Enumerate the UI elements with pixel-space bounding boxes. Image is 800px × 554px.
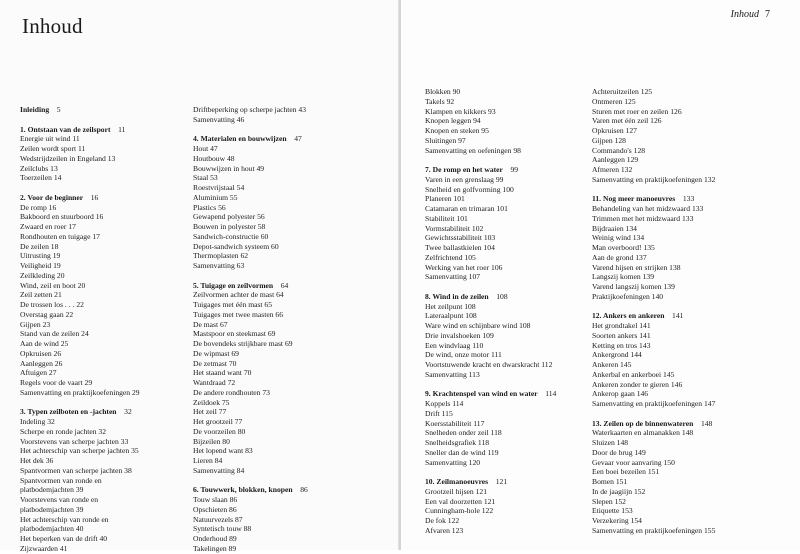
toc-entry: Sluitingen 97	[425, 135, 466, 145]
toc-entry: Voorstevens van ronde en	[20, 495, 99, 504]
toc-entry: platbodemjachten 40	[20, 524, 84, 534]
toc-heading-title: 4. Materialen en bouwwijzen	[193, 134, 287, 144]
toc-entry: Zeilvormen achter de mast 64	[193, 290, 284, 300]
toc-heading-page: 86	[300, 485, 308, 495]
toc-entry: Natuurvezels 87	[193, 514, 243, 524]
toc-entry: Wedstrijdzeilen in Engeland 13	[20, 153, 116, 163]
toc-entry: Langszij komen 139	[592, 272, 655, 282]
toc-entry: Catamaran en trimaran 101	[425, 204, 508, 213]
toc-entry: Samenvatting en praktijkoefeningen 29	[20, 387, 140, 397]
toc-entry: Hout 47	[193, 144, 218, 153]
toc-entry: Samenvatting en praktijkoefeningen 155	[592, 525, 716, 535]
toc-entry: Lieren 84	[193, 456, 223, 465]
toc-entry: Werking van het roer 106	[425, 262, 503, 272]
toc-entry: Snelheidsgrafiek 118	[425, 438, 490, 447]
left-page	[0, 0, 400, 553]
toc-entry: Thermoplasten 62	[193, 251, 249, 261]
toc-section-heading	[20, 125, 198, 135]
toc-section	[592, 87, 782, 185]
toc-section	[592, 311, 782, 409]
toc-section	[193, 485, 373, 553]
toc-entry: Het zeil 77	[193, 407, 227, 417]
toc-entry: Knopen leggen 94	[425, 116, 481, 126]
toc-entry: Praktijkoefeningen 140	[592, 291, 664, 301]
toc-entry: De mast 67	[193, 319, 228, 329]
toc-entry: Drift 115	[425, 408, 453, 418]
toc-heading-title: 13. Zeilen op de binnenwateren	[592, 418, 694, 428]
toc-section-heading	[20, 193, 198, 203]
toc-entry: Spantvormen van ronde en	[20, 475, 102, 485]
toc-entry: Ankergrond 144	[592, 350, 642, 360]
toc-section	[425, 477, 607, 536]
toc-entry: In de jaagiijn 152	[592, 486, 646, 496]
toc-entry: Ankerop gaan 146	[592, 389, 649, 399]
running-head	[731, 9, 770, 20]
toc-entry: Varend langszij komen 139	[592, 282, 675, 291]
toc-section	[425, 87, 607, 155]
toc-entry: Mastspoor en steekmast 69	[193, 329, 276, 339]
toc-entry: De voorzeilen 80	[193, 426, 246, 436]
toc-entry: Slepen 152	[592, 496, 626, 506]
toc-entry: Het lopend want 83	[193, 446, 253, 456]
toc-entry: Ware wind en schijnbare wind 108	[425, 321, 531, 330]
toc-entry: Gewichtsstabiliteit 103	[425, 233, 496, 243]
toc-entry: Staal 53	[193, 173, 218, 183]
toc-entry: Aanleggen 129	[592, 155, 639, 165]
toc-entry: Varen in een grenslaag 99	[425, 174, 504, 184]
toc-entry: Zwaard en roer 17	[20, 222, 76, 231]
toc-section	[193, 105, 373, 125]
toc-entry: Varend hijsen en strijken 138	[592, 262, 681, 272]
toc-entry: Opkruisen 26	[20, 348, 62, 358]
toc-entry: Houtbouw 48	[193, 153, 235, 163]
toc-entry: Samenvatting en oefeningen 98	[425, 145, 521, 155]
toc-entry: Gijpen 128	[592, 135, 626, 145]
toc-entry: Koppels 114	[425, 399, 464, 408]
toc-entry: Ankeren 145	[592, 360, 632, 369]
toc-entry: De romp 16	[20, 202, 57, 212]
toc-entry: Afvaren 123	[425, 525, 464, 535]
toc-entry: Waterkaarten en almanakken 148	[592, 428, 694, 438]
toc-heading-title: 2. Voor de beginner	[20, 192, 84, 202]
running-head-title: Inhoud	[730, 9, 759, 20]
toc-entry: platbodemjachten 39	[20, 504, 84, 514]
toc-entry: Zeildoek 75	[193, 397, 230, 407]
toc-entry: Rondhouten en tuigage 17	[20, 231, 100, 241]
toc-entry: De wipmast 69	[193, 348, 239, 358]
toc-entry: Bouwen in polyester 58	[193, 222, 266, 231]
toc-entry: Klampen en kikkers 93	[425, 106, 496, 116]
toc-column-3	[425, 87, 607, 536]
toc-entry: Commando's 128	[592, 145, 646, 155]
toc-entry: Soorten ankers 141	[592, 330, 651, 340]
toc-entry: Aan de wind 25	[20, 339, 69, 348]
toc-section-heading	[193, 485, 373, 495]
toc-section	[425, 292, 607, 380]
toc-entry: Gijpen 23	[20, 319, 51, 329]
toc-entry: Samenvatting en praktijkoefeningen 132	[592, 174, 716, 184]
toc-heading-title: 5. Tuigage en zeilvormen	[193, 280, 274, 290]
toc-heading-page: 108	[496, 291, 508, 301]
toc-section	[20, 407, 198, 553]
toc-entry: Twee ballastkielen 104	[425, 243, 495, 252]
toc-entry: Touw slaan 86	[193, 495, 238, 504]
toc-entry: Voortstuwende kracht en dwarskracht 112	[425, 360, 553, 369]
toc-entry: Man overboord! 135	[592, 243, 655, 252]
toc-section	[20, 193, 198, 398]
toc-heading-page: 148	[700, 418, 713, 428]
toc-entry: Tuigages met één mast 65	[193, 300, 273, 309]
toc-entry: De fok 122	[425, 516, 460, 525]
toc-entry: Het achterschip van scherpe jachten 35	[20, 446, 139, 456]
toc-heading-title: 8. Wind in de zeilen	[425, 291, 489, 301]
toc-entry: Uitrusting 19	[20, 251, 61, 261]
toc-entry: Gewapend polyester 56	[193, 212, 265, 222]
toc-entry: Een val doorzetten 121	[425, 496, 496, 506]
toc-section	[20, 125, 198, 184]
toc-entry: Energie uit wind 11	[20, 134, 80, 144]
toc-entry: Afmeren 132	[592, 165, 633, 174]
toc-entry: Samenvatting en praktijkoefeningen 147	[592, 399, 716, 408]
toc-entry: Zeilkleding 20	[20, 270, 65, 280]
toc-entry: Takelingen 89	[193, 543, 237, 553]
toc-entry: Het beperken van de drift 40	[20, 534, 108, 543]
toc-heading-page: 99	[510, 165, 519, 174]
toc-section-heading	[193, 134, 373, 144]
toc-entry: Zijzwaarden 41	[20, 543, 68, 553]
toc-entry: Een windvlaag 110	[425, 340, 484, 350]
toc-entry: Ankerbal en ankerboei 145	[592, 369, 675, 379]
toc-section	[193, 134, 373, 271]
toc-entry: Ontmeren 125	[592, 96, 636, 106]
toc-entry: Opschieten 86	[193, 504, 237, 514]
toc-column-1	[20, 105, 198, 554]
toc-entry: Onderhoud 89	[193, 534, 237, 543]
page-title: Inhoud	[22, 14, 83, 38]
toc-entry: De wind, onze motor 111	[425, 350, 502, 360]
toc-heading-title: 9. Krachtenspel van wind en water	[425, 389, 538, 399]
toc-section-heading	[425, 389, 607, 399]
toc-column-2	[193, 105, 373, 554]
toc-entry: Bijdraaien 134	[592, 223, 637, 233]
toc-entry: Ankeren zonder te gieren 146	[592, 379, 683, 389]
toc-entry: Weinig wind 134	[592, 233, 645, 243]
toc-heading-page: 121	[495, 477, 508, 486]
toc-entry: Bijzeilen 80	[193, 436, 230, 446]
toc-heading-title: 6. Touwwerk, blokken, knopen	[193, 485, 293, 495]
toc-entry: Veiligheid 19	[20, 261, 61, 270]
toc-entry: Het dek 36	[20, 456, 54, 465]
toc-entry: Stabiliteit 101	[425, 213, 468, 223]
toc-entry: Driftbeperking op scherpe jachten 43	[193, 105, 307, 114]
toc-entry: De zetmast 70	[193, 358, 237, 368]
toc-column-4	[592, 87, 782, 536]
toc-entry: Plastics 56	[193, 202, 226, 212]
toc-entry: Samenvatting 113	[425, 369, 480, 379]
toc-entry: Het achterschip van ronde en	[20, 514, 109, 524]
toc-section-heading	[193, 281, 373, 291]
toc-section-heading	[592, 194, 782, 204]
page-number: 7	[765, 9, 770, 20]
toc-entry: Overstag gaan 22	[20, 309, 74, 319]
toc-entry: Achteruitzeilen 125	[592, 87, 653, 96]
toc-entry: Zeilen wordt sport 11	[20, 144, 86, 153]
toc-heading-page: 5	[56, 105, 61, 114]
toc-entry: Aanleggen 26	[20, 358, 63, 368]
toc-heading-page: 133	[682, 194, 695, 204]
toc-entry: Grootzeil hijsen 121	[425, 486, 488, 496]
toc-entry: Verzekering 154	[592, 516, 642, 525]
toc-entry: Samenvatting 107	[425, 272, 481, 282]
toc-entry: Planeren 101	[425, 194, 465, 204]
toc-entry: Knopen en steken 95	[425, 126, 489, 135]
toc-entry: Samenvatting 84	[193, 465, 245, 475]
toc-entry: De bovendeks strijkbare mast 69	[193, 339, 293, 348]
toc-entry: Lateraalpunt 108	[425, 311, 477, 321]
toc-entry: Regels voor de vaart 29	[20, 378, 93, 387]
toc-heading-page: 114	[545, 389, 557, 399]
toc-section-heading	[592, 419, 782, 429]
toc-entry: Bouwwijzen in hout 49	[193, 163, 265, 173]
toc-entry: Opkruisen 127	[592, 126, 637, 135]
toc-entry: Drie invalshoeken 109	[425, 330, 494, 340]
toc-entry: Bomen 151	[592, 477, 628, 486]
toc-entry: Wind, zeil en boot 20	[20, 280, 86, 290]
toc-entry: Sandwich-constructie 60	[193, 231, 269, 241]
toc-entry: Aan de grond 137	[592, 252, 647, 262]
toc-heading-page: 64	[280, 280, 289, 290]
toc-section	[20, 105, 198, 115]
toc-section-heading	[20, 105, 198, 115]
toc-entry: Voorstevens van scherpe jachten 33	[20, 436, 129, 446]
toc-heading-page: 16	[90, 192, 99, 202]
toc-entry: De andere rondhouten 73	[193, 387, 270, 397]
toc-entry: Vormstabiliteit 102	[425, 223, 484, 233]
toc-entry: Het staand want 70	[193, 368, 252, 378]
toc-heading-title: 11. Nog meer manoeuvres	[592, 194, 676, 204]
toc-heading-page: 32	[124, 407, 132, 417]
toc-entry: Zeil zetten 21	[20, 290, 62, 300]
toc-entry: De trossen los . . . 22	[20, 300, 84, 309]
toc-entry: Sluizen 148	[592, 438, 629, 447]
toc-entry: Stand van de zeilen 24	[20, 329, 89, 339]
toc-heading-title: Inleiding	[20, 105, 50, 114]
toc-entry: Samenvatting 63	[193, 261, 245, 270]
toc-entry: Een boei bezeilen 151	[592, 467, 660, 477]
toc-entry: Blokken 90	[425, 87, 461, 96]
toc-entry: Trimmen met het midzwaard 133	[592, 213, 694, 223]
toc-entry: Samenvatting 46	[193, 114, 245, 124]
toc-entry: Koersstabiliteit 117	[425, 418, 485, 428]
toc-entry: Het grootzeil 77	[193, 417, 243, 426]
toc-entry: Toerzeilen 14	[20, 173, 62, 183]
toc-heading-title: 3. Typen zeilboten en -jachten	[20, 407, 117, 417]
toc-entry: Zelfrichtend 105	[425, 252, 476, 262]
toc-heading-title: 1. Ontstaan van de zeilsport	[20, 124, 111, 134]
toc-entry: Scherpe en ronde jachten 32	[20, 426, 107, 436]
toc-entry: Takels 92	[425, 96, 455, 106]
toc-entry: Gevaar voor aanvaring 150	[592, 457, 675, 467]
toc-entry: Bakboord en stuurboord 16	[20, 212, 104, 222]
toc-entry: Het zeilpunt 108	[425, 301, 476, 311]
toc-section-heading	[425, 165, 607, 175]
toc-entry: Aluminium 55	[193, 192, 238, 202]
toc-entry: Wantdraad 72	[193, 378, 236, 387]
toc-section-heading	[425, 292, 607, 302]
toc-entry: Samenvatting 120	[425, 457, 481, 467]
toc-entry: Indeling 32	[20, 417, 55, 426]
toc-entry: Zeilclubs 13	[20, 163, 58, 173]
toc-entry: Syntetisch touw 88	[193, 524, 252, 534]
toc-section-heading	[20, 407, 198, 417]
toc-entry: Tuigages met twee masten 66	[193, 309, 283, 319]
toc-heading-title: 12. Ankers en ankeren	[592, 311, 665, 321]
toc-entry: Depot-sandwich systeem 60	[193, 241, 279, 251]
toc-entry: De zeilen 18	[20, 241, 59, 251]
toc-entry: Roestvrijstaal 54	[193, 183, 245, 192]
toc-section	[425, 165, 607, 282]
toc-section	[193, 281, 373, 476]
toc-heading-title: 10. Zeilmanoeuvres	[425, 477, 489, 486]
toc-entry: Sneller dan de wind 119	[425, 447, 499, 457]
toc-heading-page: 47	[294, 134, 302, 144]
toc-entry: Cunningham-hole 122	[425, 506, 494, 516]
toc-entry: Ketting en tros 143	[592, 340, 651, 350]
toc-entry: Aftuigen 27	[20, 368, 57, 378]
toc-entry: Etiquette 153	[592, 506, 633, 516]
toc-entry: platbodemjachten 39	[20, 485, 84, 495]
toc-section	[425, 389, 607, 467]
toc-entry: Door de brug 149	[592, 447, 646, 457]
toc-entry: Snelheden onder zeil 118	[425, 428, 502, 438]
toc-section-heading	[592, 311, 782, 321]
toc-heading-page: 141	[672, 311, 684, 321]
toc-entry: Varen met één zeil 126	[592, 116, 662, 126]
toc-entry: Het grondtakel 141	[592, 321, 651, 330]
toc-entry: Snelheid en golfvorming 100	[425, 184, 514, 194]
toc-section	[592, 194, 782, 301]
toc-heading-page: 11	[118, 124, 126, 134]
toc-entry: Spantvormen van scherpe jachten 38	[20, 465, 132, 475]
toc-entry: Behandeling van het midzwaard 133	[592, 204, 704, 213]
toc-entry: Sturen met roer en zeilen 126	[592, 106, 682, 116]
toc-heading-title: 7. De romp en het water	[425, 165, 503, 174]
toc-section	[592, 419, 782, 536]
toc-section-heading	[425, 477, 607, 487]
